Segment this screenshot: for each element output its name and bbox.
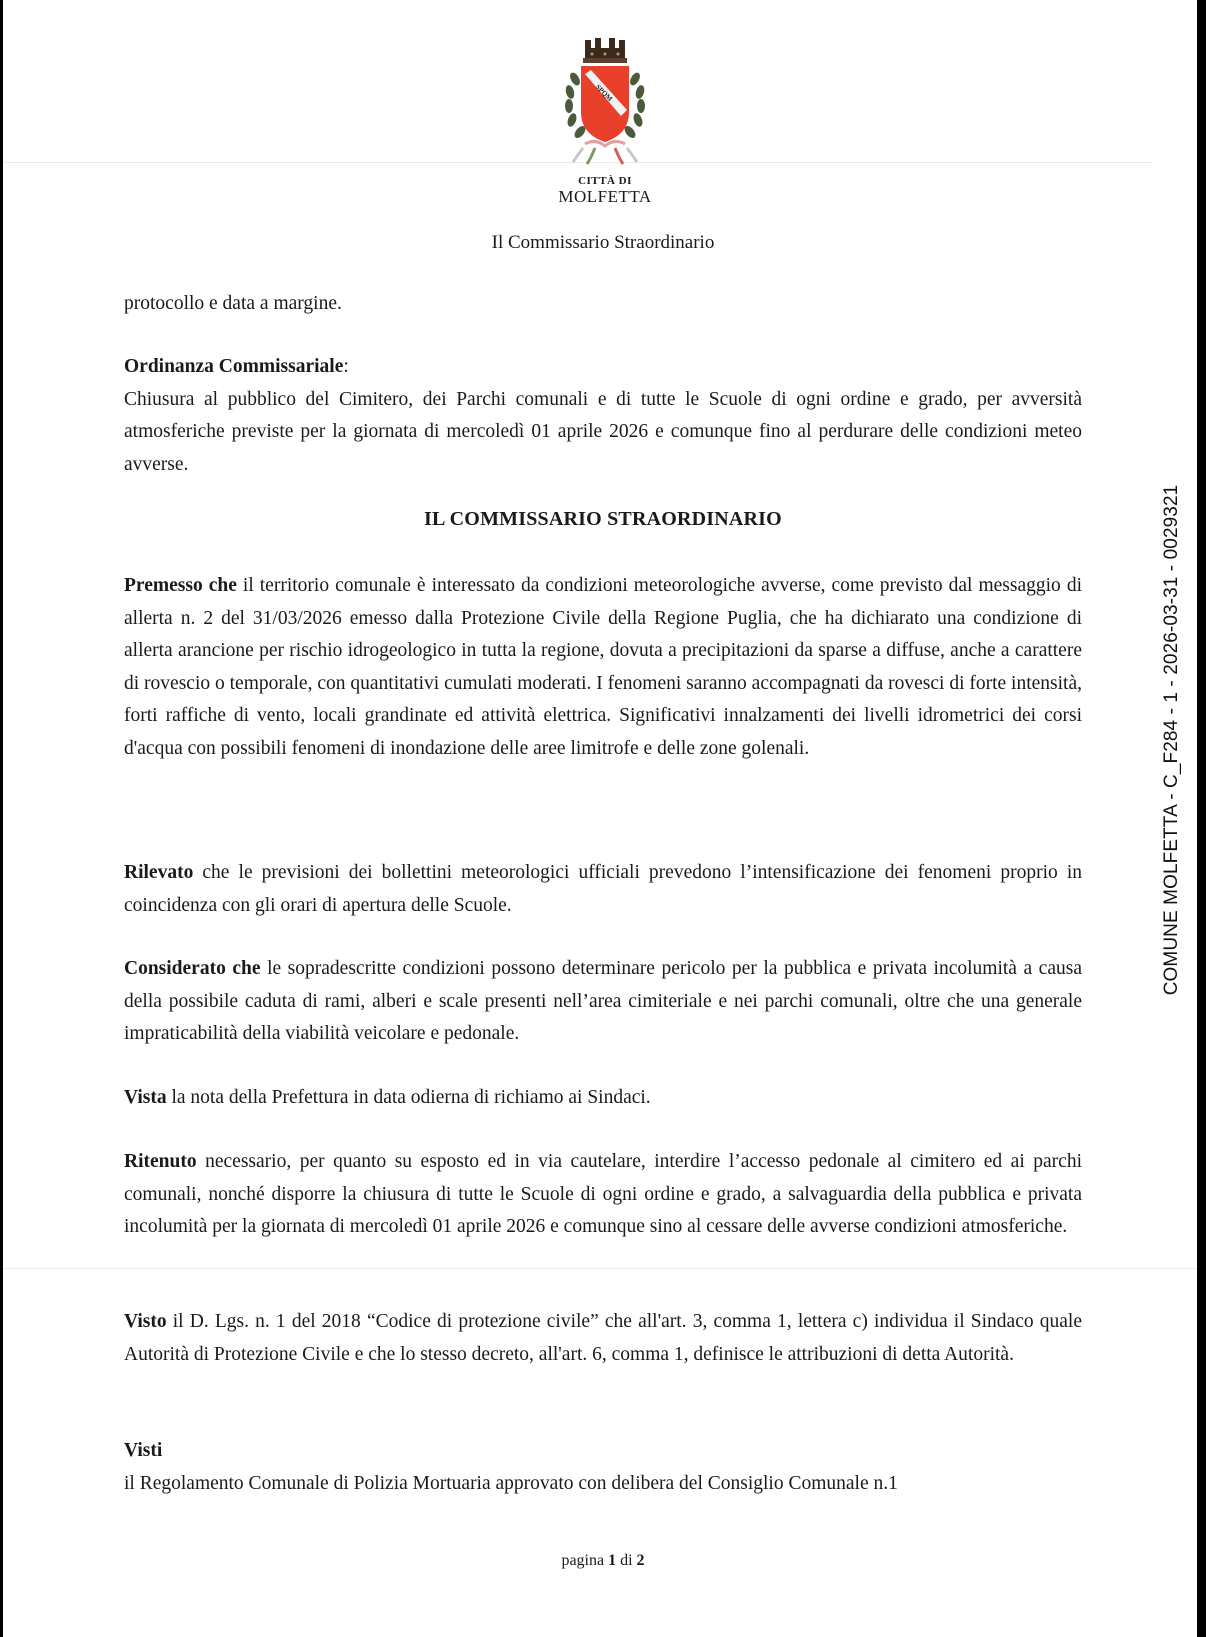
- protocol-note: protocollo e data a margine.: [124, 293, 342, 314]
- rilevato-paragraph: Rilevato che le previsioni dei bollettini meteorologici ufficiali prevedono l’intensificazione dei fenomeni proprio in coincidenza con gli orari di apertura delle Scuole.: [124, 862, 1082, 916]
- premesso-paragraph: Premesso che il territorio comunale è interessato da condizioni meteorologiche avverse, come previsto dal messaggio di allerta n. 2 del 31/03/2026 emesso dalla Protezione Civile della Regione Puglia, che ha dichiarato una condizione di allerta arancione per rischio idrogeologico in tutta la regione, dovuta a precipitazioni da sparse a diffuse, anche a carattere di rovescio o temporale, con quantitativi cumulati moderati. I fenomeni saranno accompagnati da rovesci di forte intensità, forti raffiche di vento, locali grandinate ed attività elettrica. Significativi innalzamenti dei livelli idrometrici dei corsi d'acqua con possibili fenomeni di inondazione delle aree limitrofe e delle zone golenali.: [124, 575, 1082, 759]
- ordinance-block: Ordinanza Commissariale: Chiusura al pubblico del Cimitero, dei Parchi comunali e di tutte le Scuole di ogni ordine e grado, per avversità atmosferiche previste per la giornata di mercoledì 01 aprile 2026 e comunque fino al perdurare delle condizioni meteo avverse.: [124, 351, 1082, 481]
- ordinance-label: Ordinanza Commissariale: [124, 356, 344, 377]
- logo-motto: SPQM: [594, 83, 614, 103]
- ribbon-icon: [573, 141, 637, 164]
- logo-caption: [530, 176, 680, 205]
- ritenuto-paragraph: Ritenuto necessario, per quanto su esposto ed in via cautelare, interdire l’accesso pedonale al cimitero ed ai parchi comunali, nonché disporre la chiusura di tutte le Scuole di ogni ordine e grado, a salvaguardia della pubblica e privata incolumità per la giornata di mercoledì 01 aprile 2026 e comunque sino al cessare delle avverse condizioni atmosferiche.: [124, 1151, 1082, 1237]
- protocol-stamp: COMUNE MOLFETTA - C_F284 - 1 - 2026-03-31 - 0029321: [1161, 484, 1182, 996]
- logo-caption-city-name: MOLFETTA: [558, 187, 652, 206]
- main-heading: IL COMMISSARIO STRAORDINARIO: [424, 508, 782, 530]
- logo-caption-city-of: CITTÀ DI: [578, 175, 632, 187]
- coat-of-arms-icon: [555, 34, 655, 174]
- crown-icon: [583, 38, 627, 63]
- ordinance-subject: Chiusura al pubblico del Cimitero, dei Parchi comunali e di tutte le Scuole di ogni ordine e grado, per avversità atmosferiche previste per la giornata di mercoledì 01 aprile 2026 e comunque fino al perdurare delle condizioni meteo avverse.: [124, 388, 1082, 475]
- scan-artifact-line: [3, 1268, 1197, 1269]
- vista-paragraph: Vista la nota della Prefettura in data odierna di richiamo ai Sindaci.: [124, 1087, 651, 1108]
- considerato-paragraph: Considerato che le sopradescritte condizioni possono determinare pericolo per la pubblica e privata incolumità a causa della possibile caduta di rami, alberi e scale presenti nell’area cimiteriale e nei parchi comunali, oltre che una generale impraticabilità della viabilità veicolare e pedonale.: [124, 958, 1082, 1044]
- visto-paragraph: Visto il D. Lgs. n. 1 del 2018 “Codice di protezione civile” che all'art. 3, comma 1, lettera c) individua il Sindaco quale Autorità di Protezione Civile e che lo stesso decreto, all'art. 6, comma 1, definisce le attribuzioni di detta Autorità.: [124, 1311, 1082, 1365]
- shield-icon: [581, 66, 629, 142]
- office-title: Il Commissario Straordinario: [491, 232, 715, 253]
- visti-paragraph: Visti il Regolamento Comunale di Polizia Mortuaria approvato con delibera del Consiglio Comunale n.1: [124, 1440, 898, 1494]
- page-number: pagina 1 di 2: [561, 1552, 645, 1569]
